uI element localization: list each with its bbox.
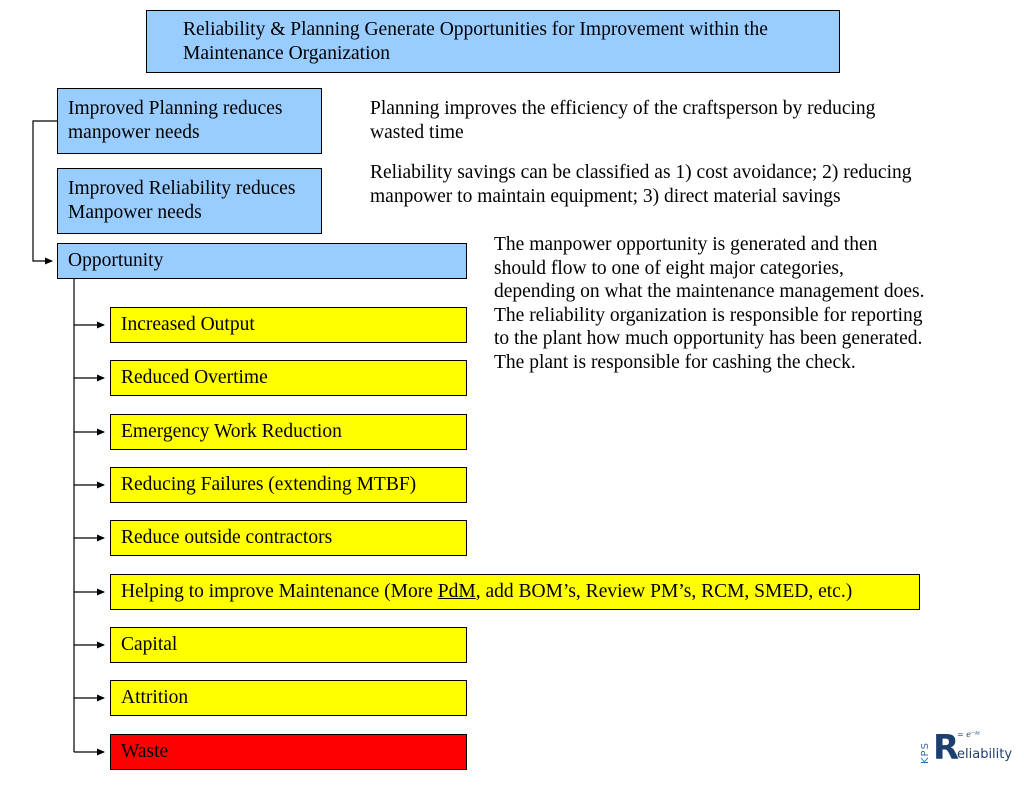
- category-label: Attrition: [121, 687, 189, 708]
- category-label: Reduced Overtime: [121, 367, 268, 388]
- category-label: Waste: [121, 741, 169, 762]
- logo-r-letter: R: [933, 728, 960, 768]
- opportunity-label: Opportunity: [68, 250, 164, 271]
- logo-formula: = e⁻ᵏᵗ: [957, 730, 981, 739]
- category-label: [121, 580, 852, 604]
- opportunity-note-line-5: to the plant how much opportunity has been generated.: [494, 328, 923, 349]
- planning-source-line-2: manpower needs: [68, 122, 200, 143]
- planning-note: [370, 97, 875, 144]
- maintenance-text-after: , add BOM’s, Review PM’s, RCM, SMED, etc.): [475, 581, 853, 602]
- category-increased-output: [110, 307, 467, 343]
- kps-reliability-logo: [920, 728, 1016, 768]
- category-reduce-outside-contractors: [110, 520, 467, 556]
- title-line-2: Maintenance Organization: [183, 42, 391, 64]
- category-reducing-failures: [110, 467, 467, 503]
- reliability-note-line-1: Reliability savings can be classified as 1) cost avoidance; 2) reducing: [370, 162, 912, 183]
- reliability-source-box: [57, 168, 322, 234]
- opportunity-note-line-6: The plant is responsible for cashing the check.: [494, 351, 856, 373]
- category-improve-maintenance: [110, 574, 920, 610]
- category-emergency-work-reduction: [110, 414, 467, 450]
- logo-kps-text: KPS: [920, 742, 931, 764]
- reliability-note-line-2: manpower to maintain equipment; 3) direct material savings: [370, 185, 841, 207]
- maintenance-text-pdm: PdM: [437, 581, 476, 602]
- planning-note-line-2: wasted time: [370, 121, 464, 143]
- category-attrition: [110, 680, 467, 716]
- category-label: Increased Output: [121, 314, 255, 335]
- opportunity-box: [57, 243, 467, 279]
- opportunity-note-line-1: The manpower opportunity is generated and then: [494, 234, 878, 255]
- title-box: [146, 10, 840, 73]
- category-label: Capital: [121, 634, 178, 655]
- planning-source-line-1: Improved Planning reduces: [68, 98, 283, 119]
- logo-reliability-text: eliability: [957, 747, 1013, 762]
- planning-note-line-1: Planning improves the efficiency of the craftsperson by reducing: [370, 98, 876, 119]
- category-waste: [110, 734, 467, 770]
- maintenance-text-before: Helping to improve Maintenance (More: [121, 581, 438, 602]
- planning-source-box: [57, 88, 322, 154]
- opportunity-note-line-2: should flow to one of eight major categories,: [494, 257, 844, 279]
- category-capital: [110, 627, 467, 663]
- reliability-source-line-1: Improved Reliability reduces: [68, 178, 296, 199]
- category-label: Reducing Failures (extending MTBF): [121, 474, 417, 495]
- reliability-note: [370, 161, 912, 208]
- opportunity-note-line-3: depending on what the maintenance management does.: [494, 281, 925, 302]
- reliability-source-line-2: Manpower needs: [68, 202, 202, 223]
- category-label: Reduce outside contractors: [121, 527, 333, 548]
- category-reduced-overtime: [110, 360, 467, 396]
- category-label: Emergency Work Reduction: [121, 421, 342, 442]
- title-line-1: Reliability & Planning Generate Opportunities for Improvement within the: [183, 18, 768, 40]
- opportunity-note-line-4: The reliability organization is responsible for reporting: [494, 304, 923, 326]
- opportunity-note: [494, 233, 924, 374]
